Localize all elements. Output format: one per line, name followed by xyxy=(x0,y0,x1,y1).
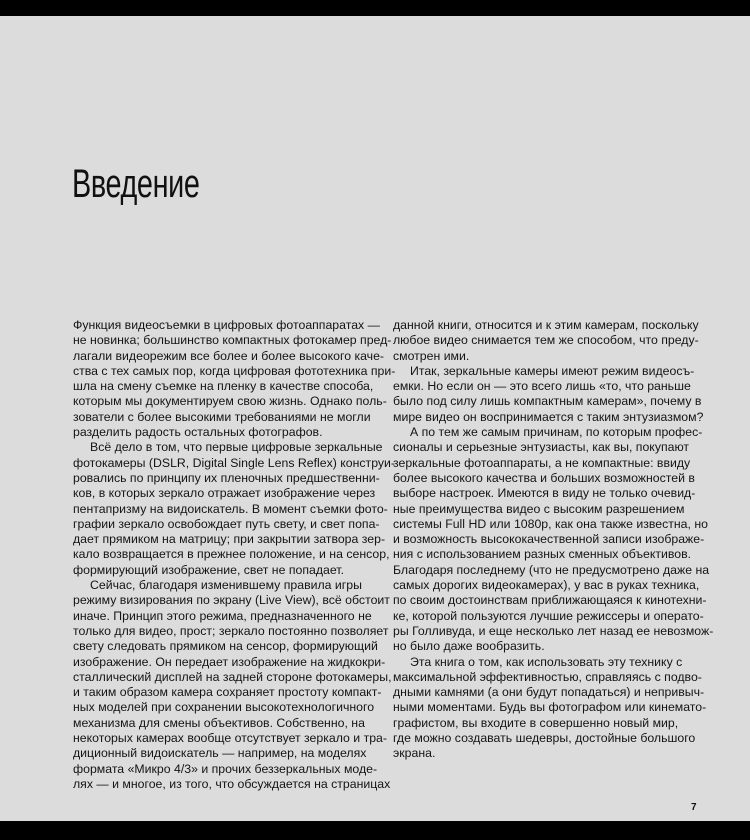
text-line: дает прямиком на матрицу; при закрытии затвора зер- xyxy=(73,532,386,547)
text-line: ства с тех самых пор, когда цифровая фототехника при- xyxy=(73,363,396,378)
text-line: формирующий изображение, свет не попадает. xyxy=(73,562,344,577)
text-line: зователи с более высокими требованиями не могли xyxy=(73,409,371,424)
text-line: данной книги, относится и к этим камерам, поскольку xyxy=(393,318,699,332)
chapter-title: Введение xyxy=(72,162,200,206)
text-line: шла на смену съемке на пленку в качестве способа, xyxy=(73,379,374,394)
text-line: сионалы и серьезные энтузиасты, как вы, покупают xyxy=(393,440,690,455)
text-column-left xyxy=(73,318,396,792)
text-line: графистом, вы входите в совершенно новый мир, xyxy=(393,715,679,730)
text-line: мире видео он воспринимается с таким энтузиазмом? xyxy=(393,409,704,424)
text-line: диционный видоискатель — например, на моделях xyxy=(73,746,367,761)
page-number: 7 xyxy=(691,802,697,813)
text-line: ков, в которых зеркало отражает изображение через xyxy=(73,486,376,501)
text-line: А по тем же самым причинам, по которым профес- xyxy=(410,425,703,440)
text-line: пентапризму на видоискатель. В момент съемки фото- xyxy=(73,501,388,516)
text-column-right xyxy=(393,318,714,762)
text-line: но было даже вообразить. xyxy=(393,639,545,654)
text-line: разделить радость остальных фотографов. xyxy=(73,425,323,440)
text-line: механизма для смены объективов. Собственно, на xyxy=(73,715,365,730)
text-line: иначе. Принцип этого режима, предназначенного не xyxy=(73,608,372,623)
text-line: ры Голливуда, и еще несколько лет назад ее невозмож- xyxy=(393,623,714,638)
text-line: режиму визирования по экрану (Live View), всё обстоит xyxy=(73,593,390,608)
text-line: смотрен ими. xyxy=(393,348,470,363)
text-line: где можно создавать шедевры, достойные большого xyxy=(393,731,696,746)
text-line: дными камнями (а они будут попадаться) и непривыч- xyxy=(393,685,705,700)
text-line: Всё дело в том, что первые цифровые зеркальные xyxy=(90,440,383,455)
text-line: только для видео, прост; зеркало постоянно позволяет xyxy=(73,623,389,638)
text-line: было под силу лишь компактным камерам», почему в xyxy=(393,394,702,409)
text-line: и возможность высококачественной записи изображе- xyxy=(393,532,705,547)
text-line: по своим достоинствам приближающаяся к кинотехни- xyxy=(393,593,707,608)
text-line: которым мы документируем свою жизнь. Однако поль- xyxy=(73,394,387,409)
text-line: фотокамеры (DSLR, Digital Single Lens Reflex) конструи- xyxy=(73,455,396,470)
text-line: ных моделей при сохранении высокотехнологичного xyxy=(73,700,375,715)
text-line: ные преимущества видео с высоким разрешением xyxy=(393,501,685,516)
text-line: емки. Но если он — это всего лишь «то, что раньше xyxy=(393,379,691,394)
text-line: не новинка; большинство компактных фотокамер пред- xyxy=(73,333,392,348)
text-line: ными моментами. Будь вы фотографом или кинемато- xyxy=(393,700,707,715)
text-line: самых дорогих видеокамерах), у вас в руках техника, xyxy=(393,578,700,593)
text-line: изображение. Он передает изображение на жидкокри- xyxy=(73,654,386,669)
text-line: системы Full HD или 1080p, как она также известна, но xyxy=(393,516,708,531)
book-page xyxy=(0,16,750,821)
text-line: экрана. xyxy=(393,746,436,761)
text-line: сталлический дисплей на задней стороне фотокамеры, xyxy=(73,669,392,684)
text-line: ке, которой пользуются лучшие режиссеры и операто- xyxy=(393,608,704,623)
text-line: кало возвращается в прежнее положение, и на сенсор, xyxy=(73,547,390,562)
text-line: максимальной эффективностью, справляясь с подво- xyxy=(393,669,702,684)
text-line: зеркальные фотоаппараты, а не компактные: ввиду xyxy=(393,455,691,470)
text-line: лагали видеорежим все более и более высокого каче- xyxy=(73,348,385,363)
text-line: Благодаря последнему (что не предусмотрено даже на xyxy=(393,562,710,577)
text-line: более высокого качества и больших возможностей в xyxy=(393,470,695,485)
text-line: Функция видеосъемки в цифровых фотоаппаратах — xyxy=(73,318,380,332)
text-line: любое видео снимается тем же способом, что преду- xyxy=(393,333,699,348)
text-line: выборе настроек. Имеются в виду не только очевид- xyxy=(393,486,696,501)
text-line: Эта книга о том, как использовать эту технику с xyxy=(410,654,683,669)
text-line: ния с использованием разных сменных объективов. xyxy=(393,547,692,562)
text-line: Сейчас, благодаря изменившему правила игры xyxy=(90,578,362,593)
text-line: формата «Микро 4/3» и прочих беззеркальных моде- xyxy=(73,761,378,776)
text-line: лях — и многое, из того, что обсуждается на страницах xyxy=(73,776,391,791)
text-line: некоторых камерах вообще отсутствует зеркало и тра- xyxy=(73,731,387,746)
text-line: и таким образом камера сохраняет простоту компакт- xyxy=(73,685,382,700)
text-line: свету следовать прямиком на сенсор, формирующий xyxy=(73,639,378,654)
text-line: графии зеркало освобождает путь свету, и свет попа- xyxy=(73,516,380,531)
text-line: Итак, зеркальные камеры имеют режим видеосъ- xyxy=(410,363,695,378)
text-line: ровались по принципу их пленочных предшественни- xyxy=(73,470,380,485)
